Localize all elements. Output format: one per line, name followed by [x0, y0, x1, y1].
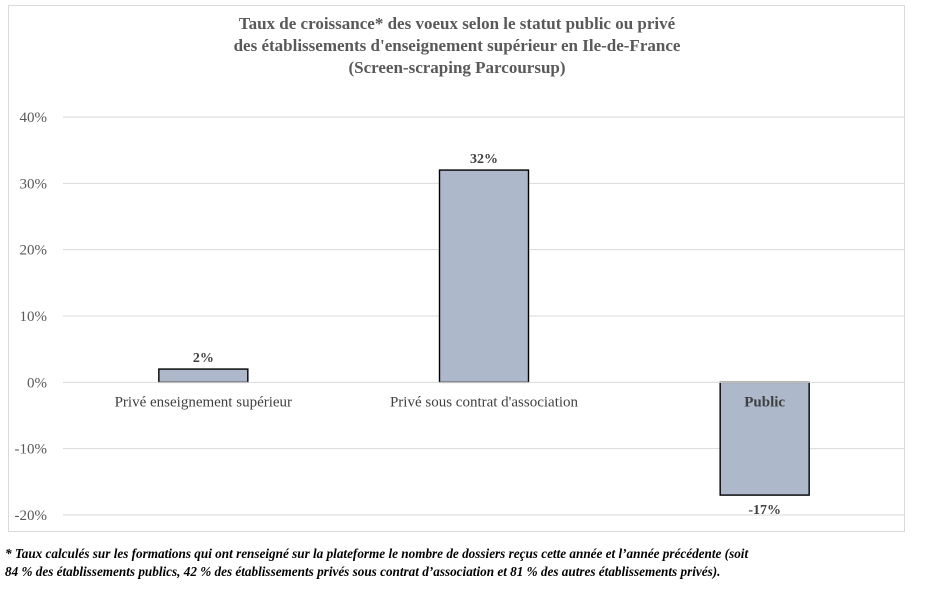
- chart-title-line-2: des établissements d'enseignement supérieur en Ile-de-France: [233, 36, 681, 55]
- y-tick-label: 20%: [19, 242, 47, 259]
- y-axis-ticks: [15, 110, 48, 524]
- y-tick-label: 40%: [19, 110, 47, 126]
- chart-area: [8, 5, 905, 532]
- category-label: Privé sous contrat d'association: [389, 394, 579, 411]
- data-label: 2%: [192, 351, 214, 367]
- footnote: [5, 545, 935, 581]
- category-label: Privé enseignement supérieur: [114, 394, 293, 411]
- footnote-line-2: 84 % des établissements publics, 42 % des établissements privés sous contrat d’association et 81 % des autres établissements privés).: [5, 564, 721, 579]
- y-tick-label: 30%: [19, 176, 47, 193]
- bars: [159, 170, 809, 495]
- y-tick-label: -10%: [14, 441, 47, 458]
- chart-title-line-3: (Screen-scraping Parcoursup): [348, 58, 566, 77]
- data-label: 32%: [470, 152, 498, 168]
- chart-title: [234, 14, 681, 77]
- footnote-line-1: * Taux calculés sur les formations qui ont renseigné sur la plateforme le nombre de dossiers reçus cette année et l’année précédente (soit: [5, 546, 749, 561]
- y-tick-label: -20%: [14, 508, 47, 524]
- data-label: -17%: [748, 503, 782, 519]
- y-tick-label: 0%: [27, 375, 47, 392]
- bar-chart: [9, 6, 906, 533]
- y-tick-label: 10%: [19, 309, 47, 325]
- bar: [159, 369, 248, 382]
- chart-title-line-1: Taux de croissance* des voeux selon le statut public ou privé: [238, 14, 676, 33]
- bar: [440, 170, 529, 382]
- category-label: Public: [744, 394, 786, 411]
